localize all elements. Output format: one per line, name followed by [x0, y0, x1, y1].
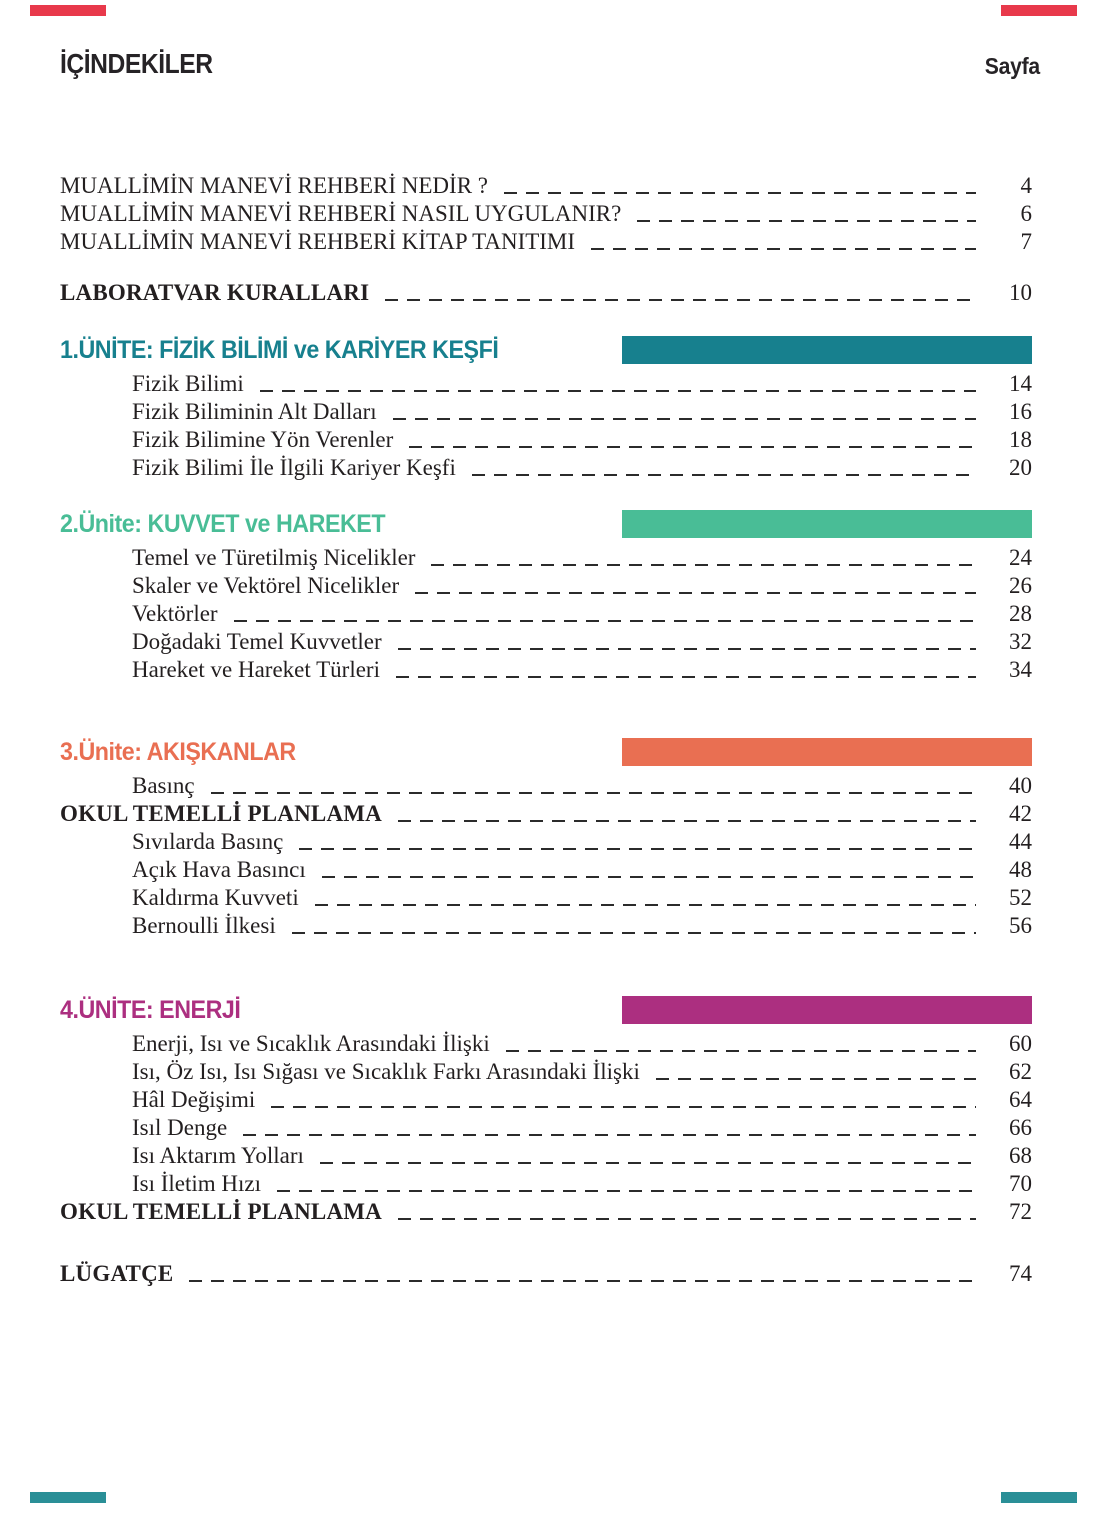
unit-heading: 1.ÜNİTE: FİZİK BİLİMİ ve KARİYER KEŞFİ — [60, 335, 499, 364]
toc-entry-label: Hâl Değişimi — [132, 1087, 256, 1112]
toc-section — [60, 336, 1032, 482]
unit-heading-row — [60, 336, 1032, 364]
toc-entry-label: LÜGATÇE — [60, 1261, 174, 1286]
toc-row — [60, 172, 1032, 200]
toc-leader-line — [506, 1050, 976, 1052]
toc-page-number: 14 — [1009, 371, 1032, 396]
toc-entry-label: MUALLİMİN MANEVİ REHBERİ NEDİR ? — [60, 173, 489, 198]
toc-leader-line — [637, 220, 976, 222]
toc-entry-label: Bernoulli İlkesi — [132, 913, 276, 938]
toc-entry-label: Temel ve Türetilmiş Nicelikler — [132, 545, 416, 570]
toc-leader-line — [656, 1078, 976, 1080]
toc-page-number: 52 — [1009, 885, 1032, 910]
toc-row — [60, 1030, 1032, 1058]
toc-leader-line — [315, 904, 976, 906]
toc-entry-label: MUALLİMİN MANEVİ REHBERİ NASIL UYGULANIR? — [60, 201, 622, 226]
toc-leader-line — [260, 390, 976, 392]
toc-page-number: 10 — [1009, 280, 1032, 305]
toc-row — [60, 1142, 1032, 1170]
toc-entry-label: Kaldırma Kuvveti — [132, 885, 299, 910]
toc-entry-label: Sıvılarda Basınç — [132, 829, 284, 854]
toc-row — [60, 912, 1032, 940]
unit-color-bar — [622, 996, 1032, 1024]
page-column-label: Sayfa — [984, 53, 1040, 79]
unit-heading: 3.Ünite: AKIŞKANLAR — [60, 737, 296, 766]
unit-heading: 4.ÜNİTE: ENERJİ — [60, 995, 241, 1024]
toc-leader-line — [211, 792, 976, 794]
toc-leader-line — [234, 620, 976, 622]
toc-row — [60, 572, 1032, 600]
toc-page-number: 66 — [1009, 1115, 1032, 1140]
toc-row — [60, 600, 1032, 628]
toc-leader-line — [385, 299, 976, 301]
toc-entry-label: OKUL TEMELLİ PLANLAMA — [60, 801, 382, 826]
toc-page-number: 68 — [1009, 1143, 1032, 1168]
toc-entry-label: Isı İletim Hızı — [132, 1171, 262, 1196]
toc-row — [60, 1198, 1032, 1226]
toc-section — [60, 172, 1032, 256]
toc-row — [60, 544, 1032, 572]
toc-entry-label: MUALLİMİN MANEVİ REHBERİ KİTAP TANITIMI — [60, 229, 576, 254]
toc-leader-line — [472, 474, 976, 476]
toc-leader-line — [398, 648, 976, 650]
toc-entry-label: Isı, Öz Isı, Isı Sığası ve Sıcaklık Farkı Arasındaki İlişki — [132, 1059, 640, 1084]
toc-leader-line — [591, 248, 976, 250]
toc-leader-line — [189, 1280, 976, 1282]
toc-entry-label: Enerji, Isı ve Sıcaklık Arasındaki İlişki — [132, 1031, 490, 1056]
unit-heading-row — [60, 996, 1032, 1024]
toc-entry-label: Basınç — [132, 773, 195, 798]
toc-entry-label: OKUL TEMELLİ PLANLAMA — [60, 1199, 382, 1224]
bottom-left-accent-bar — [30, 1492, 106, 1503]
toc-leader-line — [292, 932, 976, 934]
toc-leader-line — [415, 592, 976, 594]
toc-leader-line — [431, 564, 976, 566]
toc-row — [60, 800, 1032, 828]
toc-row — [60, 772, 1032, 800]
toc-entry-label: Fizik Bilimine Yön Verenler — [132, 427, 394, 452]
toc-page-number: 6 — [1020, 201, 1032, 226]
toc-row — [60, 398, 1032, 426]
toc-page-number: 62 — [1009, 1059, 1032, 1084]
unit-heading-row — [60, 738, 1032, 766]
toc-entry-label: Skaler ve Vektörel Nicelikler — [132, 573, 400, 598]
toc-page-number: 60 — [1009, 1031, 1032, 1056]
toc-row — [60, 228, 1032, 256]
toc-row — [60, 884, 1032, 912]
toc-page-number: 26 — [1009, 573, 1032, 598]
toc-leader-line — [322, 876, 976, 878]
toc-page-number: 16 — [1009, 399, 1032, 424]
toc-row — [60, 1114, 1032, 1142]
toc-entry-label: Fizik Bilimi — [132, 371, 244, 396]
unit-color-bar — [622, 510, 1032, 538]
toc-leader-line — [398, 1218, 976, 1220]
toc-leader-line — [398, 820, 976, 822]
toc-entry-label: Isıl Denge — [132, 1115, 228, 1140]
toc-entry-label: Fizik Bilimi İle İlgili Kariyer Keşfi — [132, 455, 456, 480]
toc-page-number: 72 — [1009, 1199, 1032, 1224]
toc-page-number: 32 — [1009, 629, 1032, 654]
toc-entry-label: Doğadaki Temel Kuvvetler — [132, 629, 382, 654]
toc-row — [60, 828, 1032, 856]
toc-entry-label: LABORATVAR KURALLARI — [60, 280, 370, 305]
toc-leader-line — [320, 1162, 976, 1164]
toc-entry-label: Fizik Biliminin Alt Dalları — [132, 399, 377, 424]
toc-entry-label: Vektörler — [132, 601, 218, 626]
toc-header — [60, 48, 1040, 80]
toc-leader-line — [277, 1190, 976, 1192]
toc-section — [60, 738, 1032, 940]
toc-page-number: 7 — [1020, 229, 1032, 254]
toc-row — [60, 628, 1032, 656]
bottom-right-accent-bar — [1001, 1492, 1077, 1503]
toc-entry-label: Açık Hava Basıncı — [132, 857, 306, 882]
unit-color-bar — [622, 738, 1032, 766]
toc-row — [60, 1170, 1032, 1198]
toc-row — [60, 1058, 1032, 1086]
toc-leader-line — [504, 192, 976, 194]
toc-row — [60, 426, 1032, 454]
toc-leader-line — [271, 1106, 976, 1108]
page-title: İÇİNDEKİLER — [60, 48, 213, 79]
toc-row — [60, 1086, 1032, 1114]
toc-page-number: 70 — [1009, 1171, 1032, 1196]
toc-page-number: 34 — [1009, 657, 1032, 682]
toc-page-number: 64 — [1009, 1087, 1032, 1112]
toc-page-number: 40 — [1009, 773, 1032, 798]
toc-row — [60, 370, 1032, 398]
toc-page-number: 28 — [1009, 601, 1032, 626]
toc-page-number: 56 — [1009, 913, 1032, 938]
toc-row — [60, 200, 1032, 228]
toc-page-number: 44 — [1009, 829, 1032, 854]
toc-page-number: 20 — [1009, 455, 1032, 480]
toc-page-number: 18 — [1009, 427, 1032, 452]
toc-page-number: 42 — [1009, 801, 1032, 826]
top-left-accent-bar — [30, 5, 106, 16]
toc-page-number: 74 — [1009, 1261, 1032, 1286]
unit-color-bar — [622, 336, 1032, 364]
toc-leader-line — [299, 848, 976, 850]
toc-row — [60, 279, 1032, 307]
toc-leader-line — [396, 676, 976, 678]
toc-page-number: 24 — [1009, 545, 1032, 570]
toc-section — [60, 510, 1032, 684]
toc-row — [60, 856, 1032, 884]
toc-row — [60, 454, 1032, 482]
toc-row — [60, 1260, 1032, 1288]
toc-section — [60, 996, 1032, 1226]
toc-section — [60, 1260, 1032, 1288]
toc-entry-label: Isı Aktarım Yolları — [132, 1143, 304, 1168]
unit-heading-row — [60, 510, 1032, 538]
toc-list — [60, 172, 1032, 1288]
toc-leader-line — [243, 1134, 976, 1136]
toc-leader-line — [393, 418, 976, 420]
toc-row — [60, 656, 1032, 684]
toc-section — [60, 279, 1032, 307]
unit-heading: 2.Ünite: KUVVET ve HAREKET — [60, 509, 386, 538]
toc-page-number: 48 — [1009, 857, 1032, 882]
top-right-accent-bar — [1001, 5, 1077, 16]
toc-page-number: 4 — [1020, 173, 1032, 198]
toc-leader-line — [409, 446, 976, 448]
toc-entry-label: Hareket ve Hareket Türleri — [132, 657, 380, 682]
